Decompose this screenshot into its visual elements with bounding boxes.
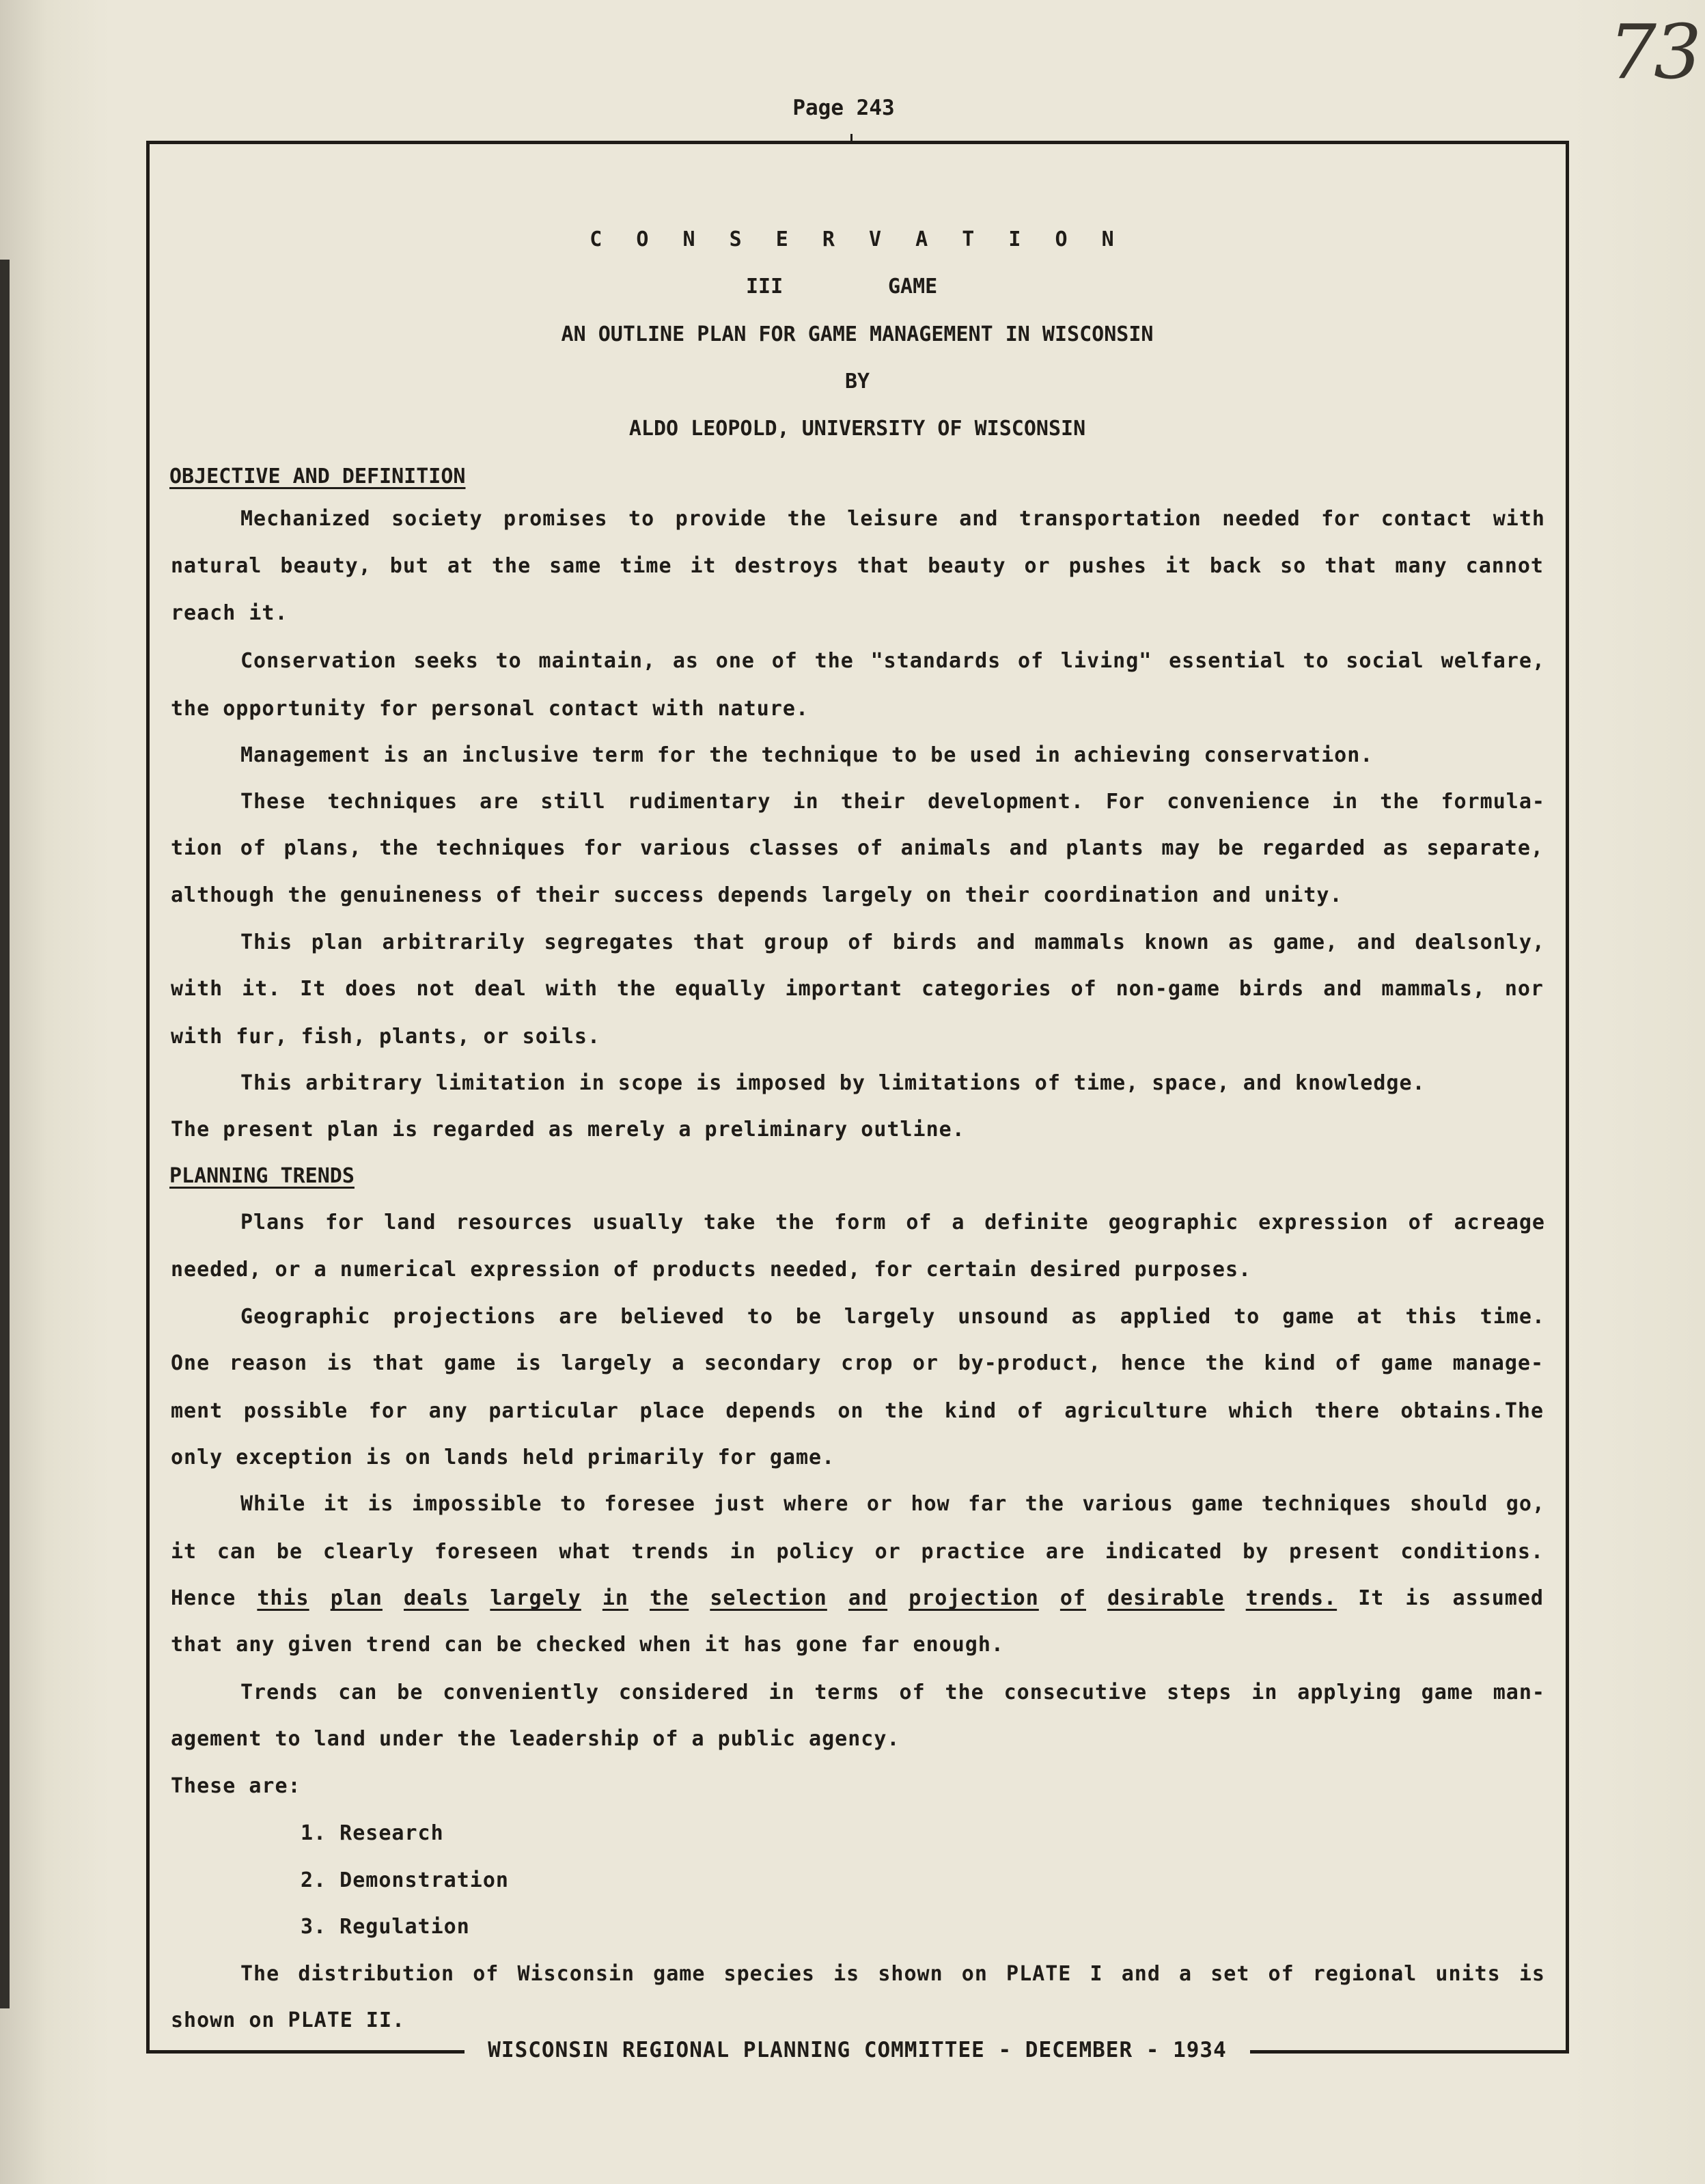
body-line: reach it. [171,601,288,625]
body-line: Conservation seeks to maintain, as one of the "standards of living" essential to social welfare, [240,649,1545,673]
by-line: BY [844,370,870,393]
binding-edge [0,260,10,2008]
body-line: ment possible for any particular place depends on the kind of agriculture which there obtains.The [171,1399,1544,1423]
body-line: These are: [171,1774,301,1798]
frame-tick [850,134,852,143]
underlined-word: this [257,1586,309,1610]
body-line: with it. It does not deal with the equally important categories of non-game birds and mammals, nor [171,977,1544,1001]
list-item: 2. Demonstration [301,1868,509,1892]
word: It is assumed [1358,1586,1544,1610]
body-line: natural beauty, but at the same time it destroys that beauty or pushes it back so that many cannot [171,554,1544,578]
title: C O N S E R V A T I O N [590,227,1125,251]
underlined-word: selection [710,1586,827,1610]
underlined-word: deals [404,1586,469,1610]
list-item: 1. Research [301,1821,444,1845]
section-heading-objective: OBJECTIVE AND DEFINITION [169,465,466,488]
body-line: The distribution of Wisconsin game species is shown on PLATE I and a set of regional units is [240,1962,1545,1986]
body-line: that any given trend can be checked when it has gone far enough. [171,1633,1004,1657]
underlined-word: of [1059,1586,1086,1610]
body-line: shown on PLATE II. [171,2008,406,2032]
body-line: Geographic projections are believed to be largely unsound as applied to game at this time. [240,1305,1545,1329]
section-heading-planning: PLANNING TRENDS [169,1164,355,1188]
body-line: with fur, fish, plants, or soils. [171,1025,601,1049]
body-line: While it is impossible to foresee just where or how far the various game techniques should go, [240,1492,1545,1516]
body-line: only exception is on lands held primarily for game. [171,1446,835,1469]
underlined-word: and [848,1586,888,1610]
list-item: 3. Regulation [301,1915,470,1939]
body-line-hence [171,1586,1544,1610]
author: ALDO LEOPOLD, UNIVERSITY OF WISCONSIN [628,417,1086,441]
part-title: GAME [888,275,938,299]
body-line: Plans for land resources usually take the form of a definite geographic expression of acreage [240,1211,1545,1234]
body-line: This arbitrary limitation in scope is imposed by limitations of time, space, and knowledge. [240,1071,1426,1095]
subtitle: AN OUTLINE PLAN FOR GAME MANAGEMENT IN WISCONSIN [561,322,1154,346]
handwritten-page-number: 73 [1609,8,1699,96]
part-number: III [746,275,784,299]
body-line: These techniques are still rudimentary in their development. For convenience in the formula- [240,790,1545,814]
underlined-word: the [650,1586,689,1610]
body-line: One reason is that game is largely a secondary crop or by-product, hence the kind of game manage- [171,1351,1544,1375]
underlined-word: trends. [1245,1586,1337,1610]
body-line: Management is an inclusive term for the technique to be used in achieving conservation. [240,743,1374,767]
body-line: agement to land under the leadership of a public agency. [171,1727,900,1751]
body-line: tion of plans, the techniques for various classes of animals and plants may be regarded as separate, [171,836,1544,860]
underlined-word: desirable [1107,1586,1225,1610]
body-line: it can be clearly foreseen what trends in policy or practice are indicated by present conditions. [171,1540,1544,1564]
word: Hence [171,1586,236,1610]
underlined-word: in [602,1586,628,1610]
body-line: needed, or a numerical expression of products needed, for certain desired purposes. [171,1258,1252,1282]
body-line: Trends can be conveniently considered in terms of the consecutive steps in applying game man- [240,1681,1545,1704]
page-label: Page 243 [792,96,895,120]
underlined-word: projection [909,1586,1039,1610]
body-line: The present plan is regarded as merely a preliminary outline. [171,1118,965,1142]
body-line: the opportunity for personal contact with nature. [171,697,809,721]
body-line: although the genuineness of their success depends largely on their coordination and unity. [171,883,1343,907]
body-line: Mechanized society promises to provide the leisure and transportation needed for contact with [240,507,1545,531]
body-line: This plan arbitrarily segregates that group of birds and mammals known as game, and dealsonly, [240,930,1545,954]
underlined-word: plan [330,1586,383,1610]
underlined-word: largely [490,1586,581,1610]
footer: WISCONSIN REGIONAL PLANNING COMMITTEE - DECEMBER - 1934 [465,2038,1250,2062]
